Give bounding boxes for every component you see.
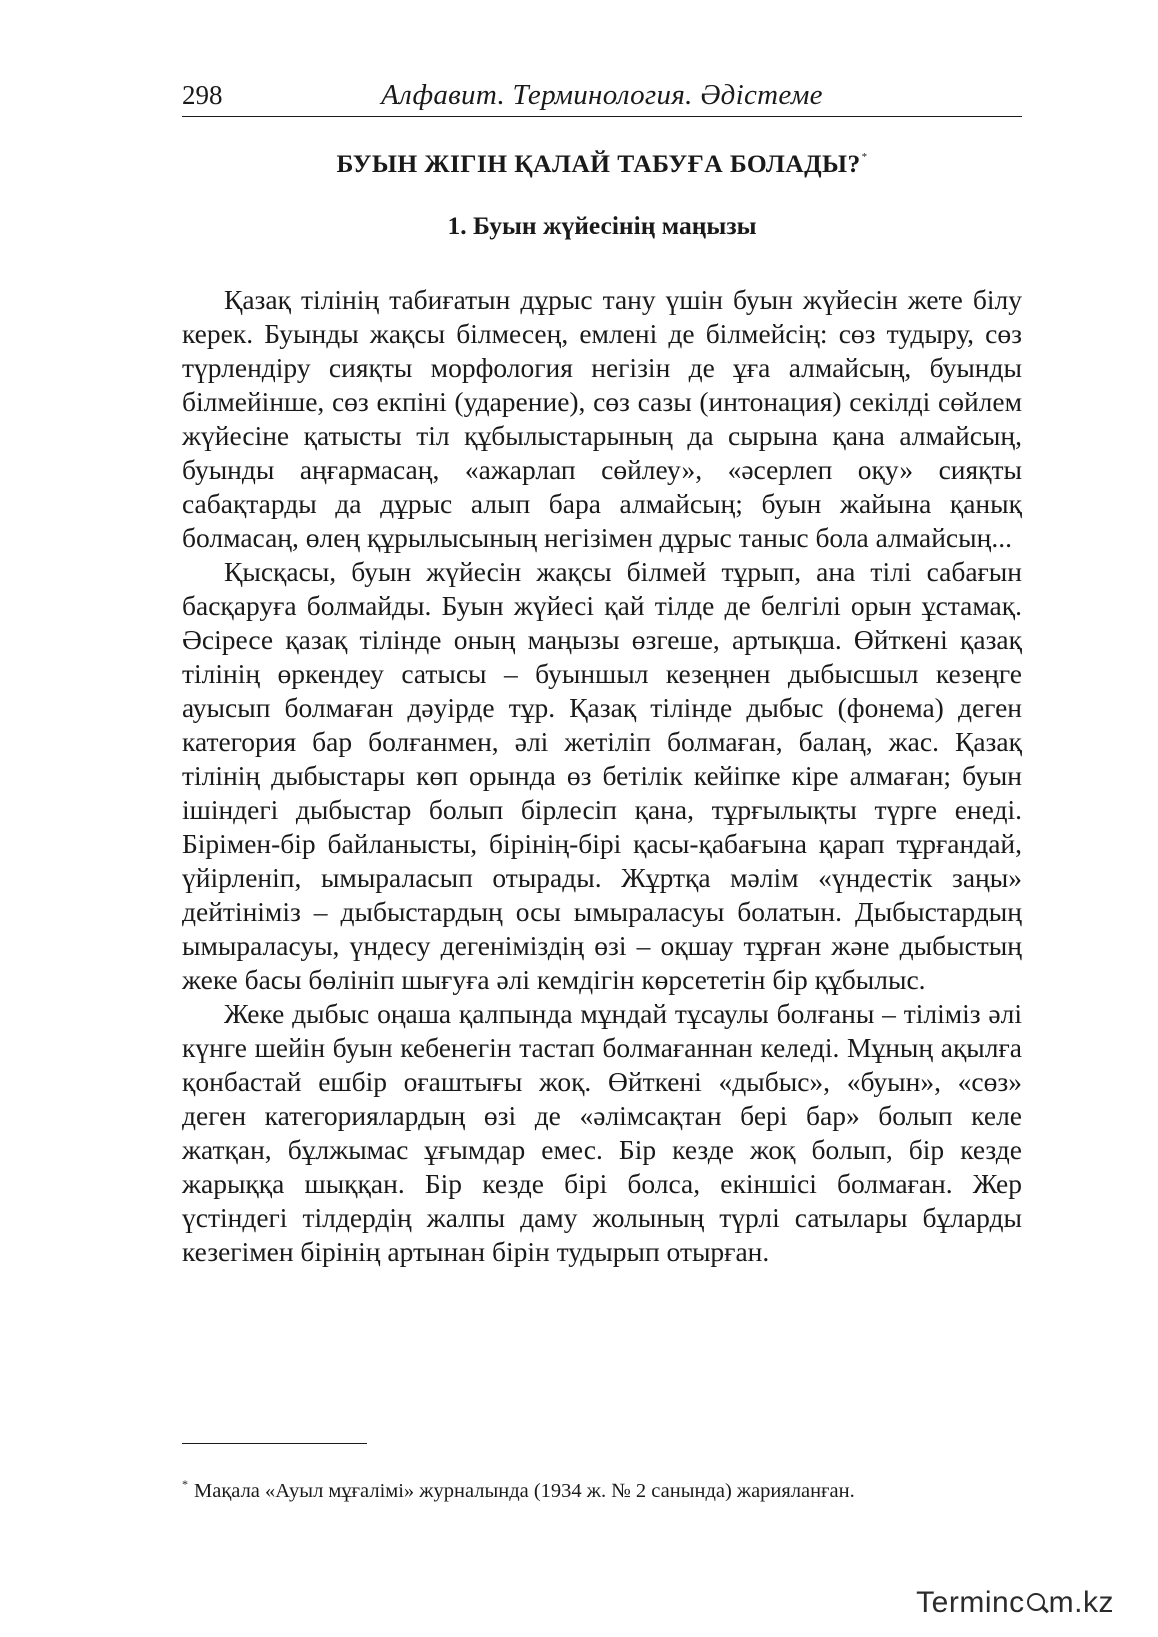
running-title: Алфавит. Терминология. Әдістеме: [381, 79, 823, 111]
article-title-text: БУЫН ЖІГІН ҚАЛАЙ ТАБУҒА БОЛАДЫ?: [336, 149, 861, 178]
footnote-reference-mark[interactable]: *: [861, 151, 868, 163]
footnote-divider: [182, 1443, 367, 1444]
watermark-text-end: m.kz: [1048, 1586, 1114, 1619]
section-title: 1. Буын жүйесінің маңызы: [447, 211, 757, 240]
article-body: [182, 283, 1022, 1269]
footnote: [182, 1470, 1022, 1505]
footnote-mark: *: [182, 1477, 188, 1491]
watermark-text-start: Terminc: [916, 1586, 1025, 1619]
footnote-text: Мақала «Ауыл мұғалімі» журналында (1934 ж. № 2 санында) жарияланған.: [194, 1480, 855, 1502]
magnifier-icon: [1026, 1592, 1048, 1614]
site-watermark: [916, 1583, 1114, 1623]
running-header: [182, 76, 1022, 117]
paragraph-1: Қазақ тілінің табиғатын дұрыс тану үшін буын жүйесін жете білу керек. Буынды жақсы білмесең, емлені де білмейсің: сөз тудыру, сөз түрлендіру сияқты морфология негізін де ұға алмайсың, буынды білмейінше, сөз екпіні (ударение), сөз сазы (интонация) секілді сөйлем жүйесіне қатысты тіл құбылыстарының да сырына қана алмайсың, буынды аңғармасаң, «ажарлап сөйлеу», «әсерлеп оқу» сияқты сабақтарды да дұрыс алып бара алмайсың; буын жайына қанық болмасаң, өлең құрылысының негізімен дұрыс таныс бола алмайсың...: [182, 284, 1022, 553]
paragraph-2: Қысқасы, буын жүйесін жақсы білмей тұрып, ана тілі сабағын басқаруға болмайды. Буын жүйесі қай тілде де белгілі орын ұстамақ. Әсіресе қазақ тілінде оның маңызы өзгеше, артықша. Өйткені қазақ тілінің өркендеу сатысы – буыншыл кезеңнен дыбысшыл кезеңге ауысып болмаған дәуірде тұр. Қазақ тілінде дыбыс (фонема) деген категория бар болғанмен, әлі жетіліп болмаған, балаң, жас. Қазақ тілінің дыбыстары көп орында өз бетілік кейіпке кіре алмаған; буын ішіндегі дыбыстар болып бірлесіп қана, тұрғылықты түрге енеді. Бірімен-бір байланысты, бірінің-бірі қасы-қабағына қарап тұрғандай, үйірленіп, ымыраласып отырады. Жұртқа мәлім «үндестік заңы» дейтініміз – дыбыстардың осы ымыраласуы болатын. Дыбыстардың ымыраласуы, үндесу дегеніміздің өзі – оқшау тұрған және дыбыстың жеке басы бөлініп шығуға әлі кемдігін көрсететін бір құбылыс.: [182, 556, 1022, 995]
paragraph-3: Жеке дыбыс оңаша қалпында мұндай тұсаулы болғаны – тіліміз әлі күнге шейін буын кебенегін тастап болмағаннан келеді. Мұның ақылға қонбастай ешбір оғаштығы жоқ. Өйткені «дыбыс», «буын», «сөз» деген категориялардың өзі де «әлімсақтан бері бар» болып келе жатқан, бұлжымас ұғымдар емес. Бір кезде жоқ болып, бір кезде жарыққа шыққан. Бір кезде бірі болса, екіншісі болмаған. Жер үстіндегі тілдердің жалпы даму жолының түрлі сатылары бұларды кезегімен бірінің артынан бірін тудырып отырған.: [182, 998, 1022, 1267]
article-title: [182, 140, 1022, 181]
page-number: 298: [182, 80, 223, 110]
